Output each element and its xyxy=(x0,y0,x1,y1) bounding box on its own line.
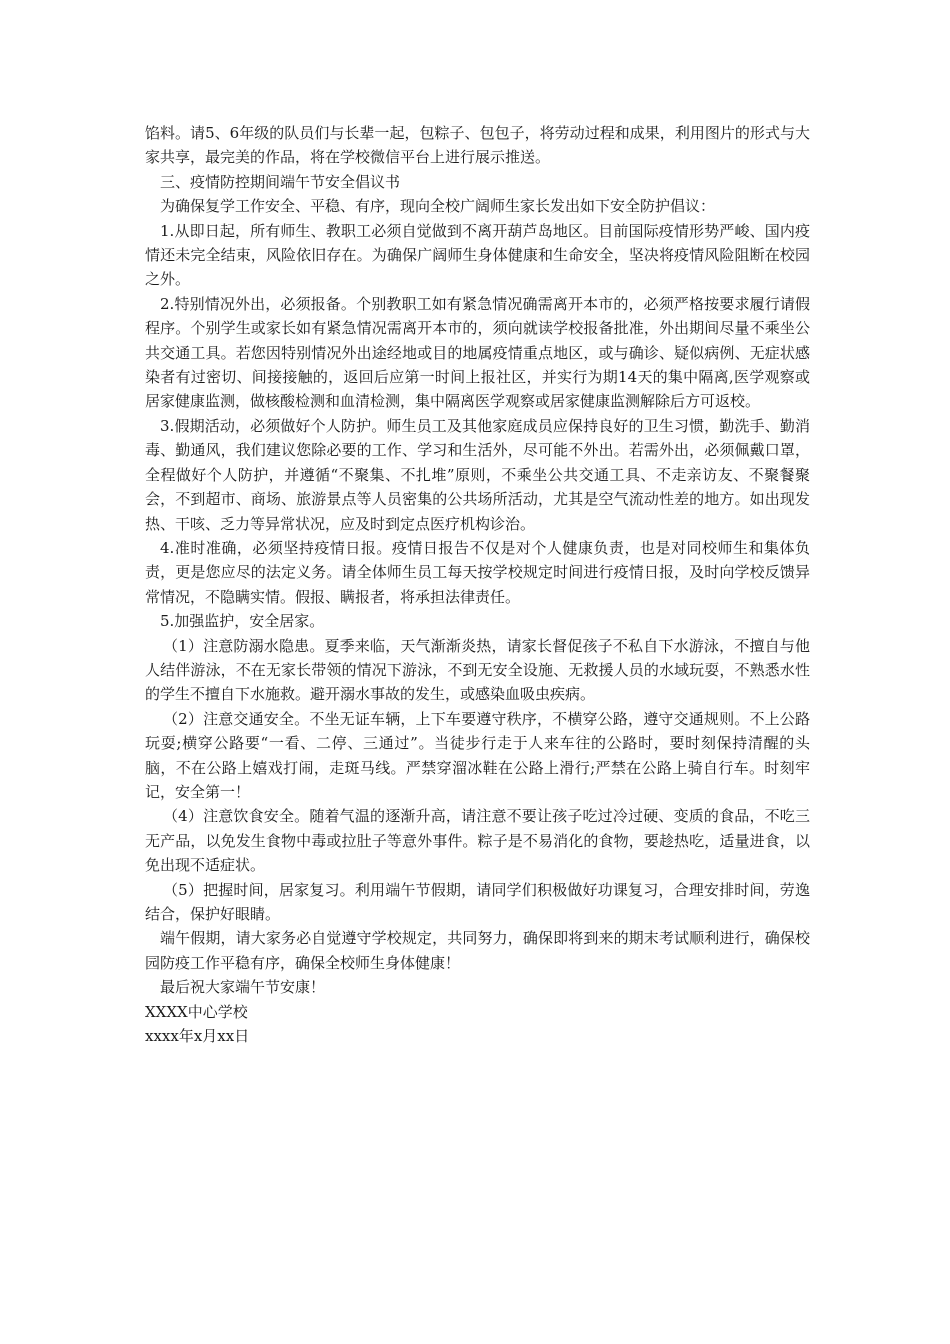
paragraph-closing: 端午假期，请大家务必自觉遵守学校规定，共同努力，确保即将到来的期末考试顺利进行，确保校园防疫工作平稳有序，确保全校师生身体健康！ xyxy=(145,929,810,972)
paragraph-subitem-2: （2）注意交通安全。不坐无证车辆，上下车要遵守秩序，不横穿公路，遵守交通规则。不上公路玩耍;横穿公路要“一看、二停、三通过”。当徒步行走于人来车往的公路时，要时刻保持清醒的头脑，不在公路上嬉戏打闹，走斑马线。严禁穿溜冰鞋在公路上滑行;严禁在公路上骑自行车。时刻牢记，安全第一！ xyxy=(145,709,810,801)
paragraph-subitem-4: （4）注意饮食安全。随着气温的逐渐升高，请注意不要让孩子吃过冷过硬、变质的食品，不吃三无产品，以免发生食物中毒或拉肚子等意外事件。粽子是不易消化的食物，要趁热吃，适量进食，以免出现不适症状。 xyxy=(145,807,810,875)
paragraph-subitem-5: （5）把握时间，居家复习。利用端午节假期，请同学们积极做好功课复习，合理安排时间，劳逸结合，保护好眼睛。 xyxy=(145,880,810,923)
paragraph-continuation: 馅料。请5、6年级的队员们与长辈一起，包粽子、包包子，将劳动过程和成果，利用图片的形式与大家共享，最完美的作品，将在学校微信平台上进行展示推送。 xyxy=(145,124,810,167)
paragraph-item-4: 4.准时准确，必须坚持疫情日报。疫情日报告不仅是对个人健康负责，也是对同校师生和集体负责，更是您应尽的法定义务。请全体师生员工每天按学校规定时间进行疫情日报，及时向学校反馈异常情况，不隐瞒实情。假报、瞒报者，将承担法律责任。 xyxy=(145,538,810,606)
paragraph-item-5: 5.加强监护，安全居家。 xyxy=(160,612,325,631)
paragraph-intro: 为确保复学工作安全、平稳、有序，现向全校广阔师生家长发出如下安全防护倡议： xyxy=(160,197,716,216)
paragraph-item-1: 1.从即日起，所有师生、教职工必须自觉做到不离开葫芦岛地区。目前国际疫情形势严峻、国内疫情还未完全结束，风险依旧存在。为确保广阔师生身体健康和生命安全，坚决将疫情风险阻断在校园之外。 xyxy=(145,221,810,289)
document-body xyxy=(145,121,810,1048)
signature-date: xxxx年x月xx日 xyxy=(145,1027,250,1046)
paragraph-subitem-1: （1）注意防溺水隐患。夏季来临，天气渐渐炎热，请家长督促孩子不私自下水游泳，不擅自与他人结伴游泳，不在无家长带领的情况下游泳，不到无安全设施、无救援人员的水域玩耍，不熟悉水性的学生不擅自下水施救。避开溺水事故的发生，或感染血吸虫疾病。 xyxy=(145,636,810,704)
paragraph-item-2: 2.特别情况外出，必须报备。个别教职工如有紧急情况确需离开本市的，必须严格按要求履行请假程序。个别学生或家长如有紧急情况需离开本市的，须向就读学校报备批准，外出期间尽量不乘坐公共交通工具。若您因特别情况外出途经地或目的地属疫情重点地区，或与确诊、疑似病例、无症状感染者有过密切、间接接触的，返回后应第一时间上报社区，并实行为期14天的集中隔离,医学观察或居家健康监测，做核酸检测和血清检测，集中隔离医学观察或居家健康监测解除后方可返校。 xyxy=(145,294,810,411)
section-heading: 三、疫情防控期间端午节安全倡议书 xyxy=(160,172,401,191)
paragraph-item-3: 3.假期活动，必须做好个人防护。师生员工及其他家庭成员应保持良好的卫生习惯，勤洗手、勤消毒、勤通风，我们建议您除必要的工作、学习和生活外，尽可能不外出。若需外出，必须佩戴口罩，全程做好个人防护，并遵循“不聚集、不扎堆”原则，不乘坐公共交通工具、不走亲访友、不聚餐聚会，不到超市、商场、旅游景点等人员密集的公共场所活动，尤其是空气流动性差的地方。如出现发热、干咳、乏力等异常状况，应及时到定点医疗机构诊治。 xyxy=(145,416,810,533)
paragraph-greeting: 最后祝大家端午节安康！ xyxy=(160,978,326,997)
signature-school: XXXX中心学校 xyxy=(145,1002,248,1021)
